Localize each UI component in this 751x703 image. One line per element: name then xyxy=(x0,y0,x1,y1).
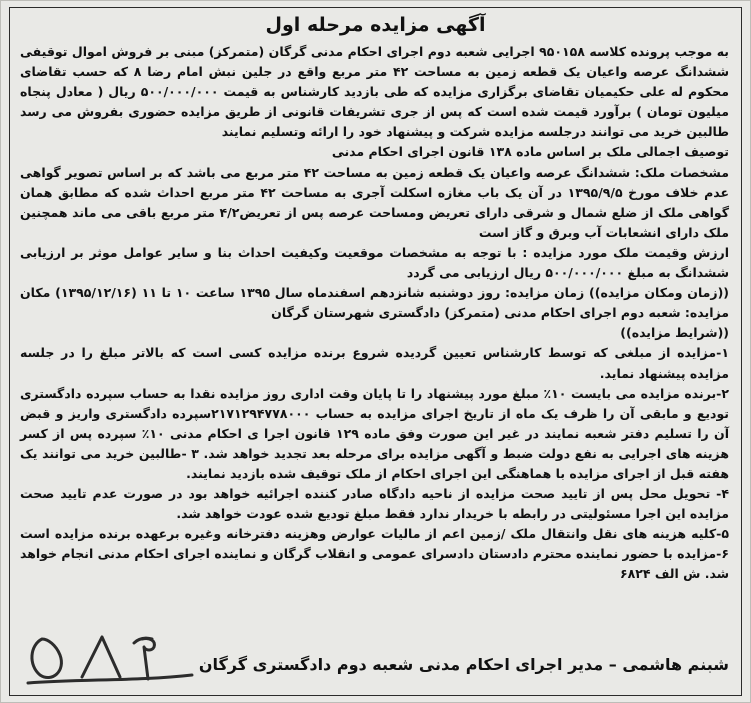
handwritten-code xyxy=(20,625,200,687)
ad-body xyxy=(20,42,729,585)
ad-border xyxy=(9,7,742,696)
signature-line: شبنم هاشمی – مدیر اجرای احکام مدنی شعبه دوم دادگستری گرگان xyxy=(198,655,729,674)
condition-1: ۱-مزایده از مبلغی که توسط کارشناس تعیین گردیده شروع برنده مزایده کسی است که بالاتر مبلغ را در جلسه مزایده پیشنهاد نماید. xyxy=(20,345,729,381)
condition-5-6: ۵-کلیه هزینه های نقل وانتقال ملک /زمین اعم از مالیات عوارض وهزینه دفترخانه وغیره برعهده برنده مزایده است ۶-مزایده با حضور نماینده محترم دادستان دادسرای عمومی و انقلاب گرگان و نماینده اجرای احکام مدنی انجام خواهد شد. ش الف ۶۸۲۴ xyxy=(20,526,729,582)
intro-paragraph: به موجب پرونده کلاسه ۹۵۰۱۵۸ اجرایی شعبه دوم اجرای احکام مدنی گرگان (متمرکز) مبنی بر فروش اموال توقیفی ششدانگ عرصه واعیان یک قطعه زمین به مساحت ۴۲ متر مربع واقع در جلین نبش امام رضا ۸ که حسب تقاضای محکوم له علی حکیمیان تقاضای برگزاری مزایده که طی بازدید کارشناس به قیمت ۵۰۰/۰۰۰/۰۰۰ ریال ( معادل پنجاه میلیون تومان ) برآورد قیمت شده است که پس از جری تشریفات قانونی از طریق مزایده حضوری بفروش می رسد طالبین خرید می توانند درجلسه مزایده شرکت و پیشنهاد خود را ارائه وتسلیم نمایند xyxy=(20,44,730,140)
property-value-paragraph: ارزش وقیمت ملک مورد مزایده : با توجه به مشخصات موقعیت وکیفیت احداث بنا و سایر عوامل موثر بر ارزیابی ششدانگ به مبلغ ۵۰۰/۰۰۰/۰۰۰ ریال ارزیابی می گردد xyxy=(20,244,729,281)
auction-time-place-paragraph: ((زمان ومکان مزایده)) زمان مزایده: روز دوشنبه شانزدهم اسفندماه سال ۱۳۹۵ ساعت ۱۰ تا ۱۱ (۱۳۹۵/۱۲/۱۶) مکان مزایده: شعبه دوم اجرای احکام مدنی (متمرکز) دادگستری شهرستان گرگان xyxy=(20,285,730,321)
ad-title: آگهی مزایده مرحله اول xyxy=(265,14,486,36)
handwritten-code-drawing xyxy=(20,625,200,687)
condition-2-3: ۲-برنده مزایده می بایست ۱۰٪ مبلغ مورد پیشنهاد را تا پایان وقت اداری روز مزایده نقدا به حساب سپرده دادگستری تودیع و مابقی آن را ظرف یک ماه از تاریخ اجرای مزایده به حساب ۲۱۷۱۲۹۴۷۷۸۰۰۰سپرده دادگستری واریز و قبض آن را تسلیم دفتر شعبه نمایند در غیر این صورت وفق ماده ۱۲۹ قانون اجرا ی احکام مدنی ۱۰٪ سپرده پس از کسر هزینه های اجرایی به نفع دولت ضبط و آگهی مزایده برای مرحله بعد تجدید خواهد شد. ۳ -طالبین خرید می توانند یک هفته قبل از اجرای مزایده با هماهنگی این اجرای احکام از ملک توقیف شده بازدید نمایند. xyxy=(20,385,730,481)
condition-4: ۴- تحویل محل پس از تایید صحت مزایده از ناحیه دادگاه صادر کننده اجرائیه خواهد بود در صورت عدم تایید صحت مزایده این اجرا مسئولیتی در رابطه با خریدار ندارد فقط مبلغ تودیع شده عودت خواهد شد. xyxy=(20,486,729,522)
property-specs-paragraph: مشخصات ملک: ششدانگ عرصه واعیان یک قطعه زمین به مساحت ۴۲ متر مربع می باشد که بر اساس تصویر گواهی عدم خلاف مورخ ۱۳۹۵/۹/۵ در آن یک باب مغازه اسکلت آجری به مساحت ۴۲ متر مربع احداث شده که مطابق همان گواهی ملک از ضلع شمال و شرقی دارای تعریض ومساحت عرصه پس از تعریض۴/۲ متر مربع باقی می ماند همچنین ملک دارای انشعابات آب وبرق و گاز است xyxy=(20,164,730,240)
auction-conditions-heading: ((شرایط مزایده)) xyxy=(620,325,729,341)
property-summary-heading: توصیف اجمالی ملک بر اساس ماده ۱۳۸ قانون اجرای احکام مدنی xyxy=(331,144,729,160)
